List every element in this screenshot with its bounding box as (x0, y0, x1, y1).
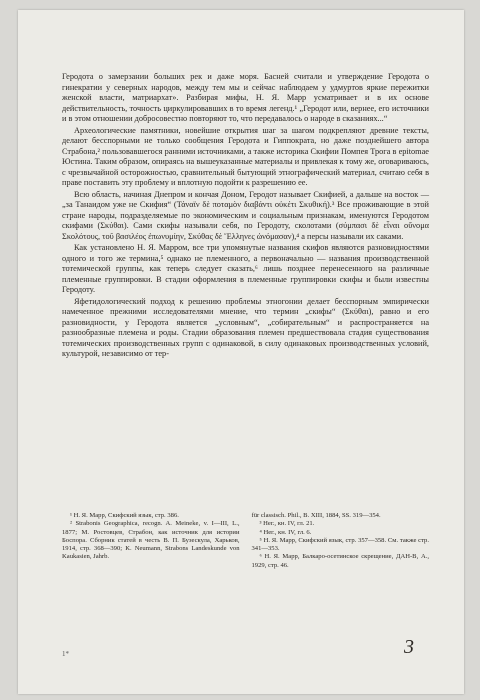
printer-signature-mark: 1* (62, 650, 69, 658)
footnotes (62, 512, 429, 570)
footnote: ⁵ Н. Я. Марр, Скифский язык, стр. 357—358. См. также стр. 341—353. (251, 536, 429, 553)
paragraph-5: Яфетидологический подход к решению проблемы этногонии делает бесспорным эмпирически намеченное прежними исследователями мнение, что термин „скифы“ (Σκύθαι), равно и его разновидности, у Геродота является „условным“, „собирательным“ и распространяется на разнообразные племена и роды. Стадии образования племен предшествовала стадия существования тотемических производственных групп с одинаковой, в силу одинаковых производственных условий, культурой, независимо от тер- (62, 296, 429, 358)
footnote: ³ Нег., кн. IV, гл. 21. (259, 520, 315, 528)
footnote: ² Strabonis Geographica, recogn. A. Meineke, v. I—III, L., 1877; М. Ростовцев, Страбон, как источник для истории Боспора. Сборник статей в честь В. П. Бузескула, Харьков, 1914, стр. 368—390; K. Neumann, Strabons Landeskunde von Kaukasien, Jahrb. (62, 520, 240, 561)
footnote: ⁶ Н. Я. Марр, Балкаро-осетинское скрещение, ДАН-В, А., 1929, стр. 46. (251, 553, 429, 569)
footnotes-right-column (252, 512, 430, 570)
paragraph-1: Геродота о замерзании больших рек и даже моря. Басней считали и утверждение Геродота о гинекратии у северных народов, между тем мы и сейчас наблюдаем у удмуртов яркие пережитки женской власти, матриархат». Разбирая мифы, Н. Я. Марр усматривает и в их основе действительность, точность циркулировавших в то время легенд.¹ „Геродот или, вернее, его источники и в этом отношении добросовестно повторяют то, что передавалось о народе в сказаниях...“ (62, 72, 429, 123)
paragraph-4: Как установлено Н. Я. Марром, все три упомянутые названия скифов являются разновидностями одного и того же термина,⁵ однако не племенного, а первоначально — названия производственной тотемической группы, как теперь следует сказать,⁶ лишь позднее перенесенного на различные племенные группировки. В стадии оформления в племенные группировки скифы и были известны Геродоту. (62, 243, 429, 294)
paragraph-3: Всю область, начиная Днепром и кончая Доном, Геродот называет Скифией, а дальше на восток — „за Танаидом уже не Скифия“ (Τάναϊν δὲ ποταμὸν διαβάντι οὐκέτι Σκυθική).³ Все проживающие в этой стране народы, подразделяемые по экономическим и социальным признакам, именуются Геродотом скифами (Σκύθαι). Сами скифы называли себя, по Геродоту, сколотами (σύμπασι δὲ εἶναι οὔνομα Σκολότους, τοῦ βασιλέος ἐπωνυμίην, Σκύθας δὲ Ἕλληνες ὠνόμασαν),⁴ а персы называли их саками. (62, 189, 429, 241)
footnote: ⁴ Нег., кн. IV, гл. 6. (259, 528, 312, 536)
paragraph-2: Археологические памятники, новейшие открытия шаг за шагом подкрепляют древние тексты, делают бесспорными не только сообщения Геродота и Гиппократа, но даже позднейшего автора Страбона,² пользовавшегося ранними источниками, а также историка Скифии Помпея Трога в epitomae Юстина. Таким образом, опираясь на вышеуказанные материалы и привлекая к тому же, оговариваюсь, с чрезвычайной осторожностью, сравнительный бытующий этнографический материал, считаю себя в праве поставить эту проблему и вплотную подойти к разрешению ее. (62, 125, 429, 187)
footnote: für classisch. Phil., B. XIII, 1884, SS. 319—354. (251, 512, 381, 519)
footnotes-left-column (62, 512, 240, 570)
footnote: ¹ Н. Я. Марр, Скифский язык, стр. 386. (70, 512, 179, 519)
main-text (62, 72, 429, 360)
page-number: 3 (404, 636, 414, 658)
book-page (18, 10, 464, 694)
